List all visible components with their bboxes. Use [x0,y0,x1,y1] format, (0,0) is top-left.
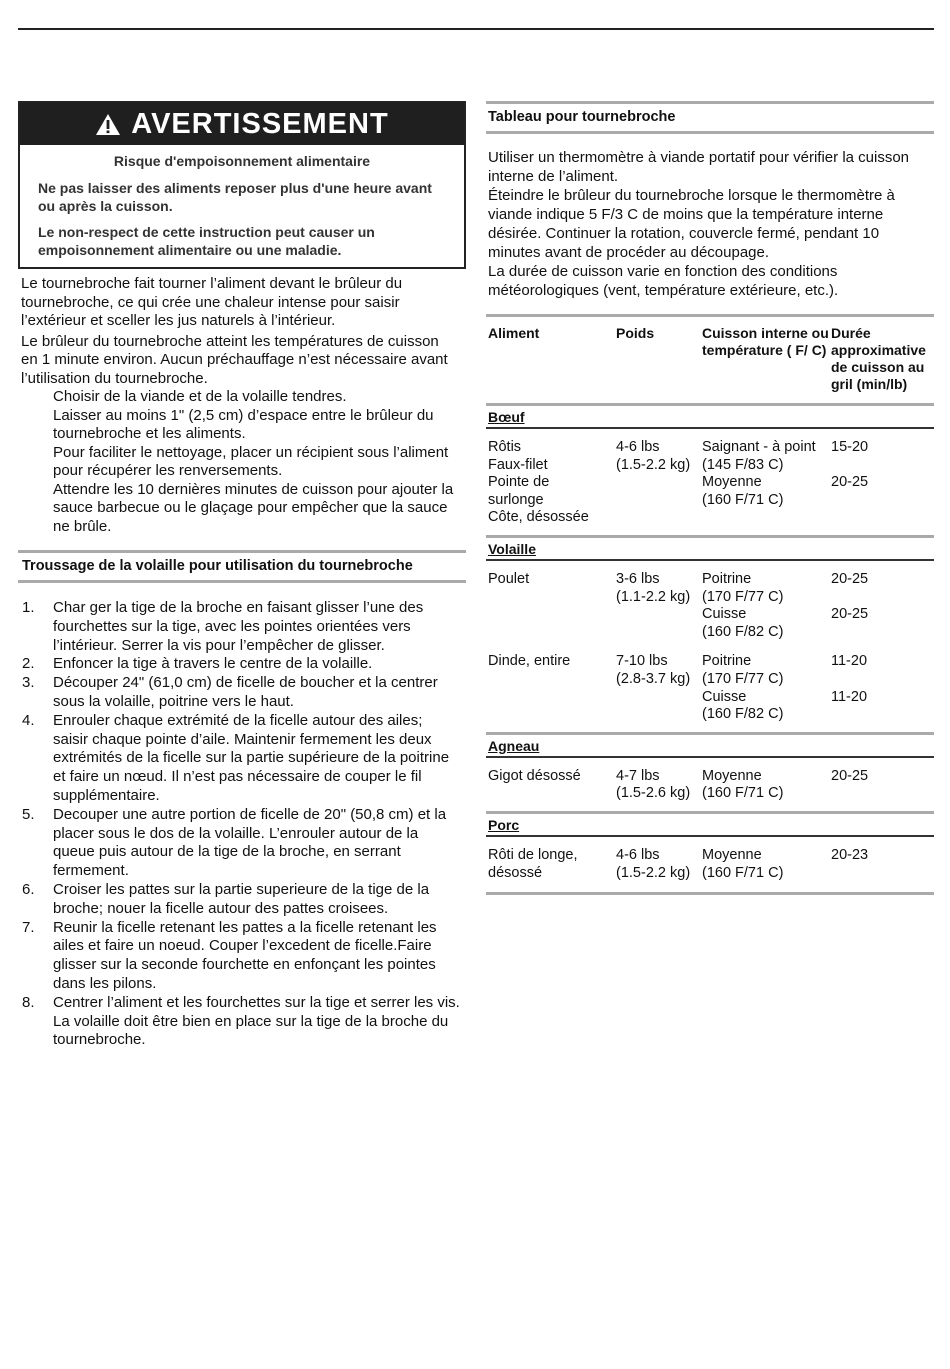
warning-title: AVERTISSEMENT [131,107,389,140]
trussing-heading: Troussage de la volaille pour utilisation du tournebroche [18,550,466,583]
step-text: Découper 24" (61,0 cm) de ficelle de boucher et la centrer sous la volaille, poitrine vers le haut. [53,674,438,710]
category-boeuf: Bœuf [486,403,934,429]
cell-line: (170 F/77 C) [702,670,784,687]
cell-line: (160 F/71 C) [702,864,784,881]
step-text: Croiser les pattes sur la partie superieure de la tige de la broche; nouer la ficelle autour des pattes croisees. [53,880,430,917]
cell-line: Pointe de [488,474,550,491]
right-column [486,101,934,895]
header-aliment: Aliment [488,325,540,341]
cell-aliment [486,653,616,723]
step-item [18,806,460,881]
cell-spacer [831,671,934,689]
cell-line: 20-23 [831,846,869,863]
step-text: Enrouler chaque extrémité de la ficelle autour des ailes; saisir chaque pointe d’aile. Maintenir fermement les deux extrémités de la ficelle sur la partie supérieure de la poitrine et faire un nœud. Il n’est pas nécessaire de couper le fil supplémentaire. [53,711,450,804]
tips-list [18,388,466,536]
cell-cuisson [702,439,831,527]
cell-line: (170 F/77 C) [702,588,784,605]
category-agneau: Agneau [486,732,934,758]
cell-line: Poulet [488,570,530,587]
cell-line: Dinde, entire [488,653,571,670]
cell-duree [831,847,934,882]
step-text: Reunir la ficelle retenant les pattes a la ficelle retenant les ailes et faire un noeud. Couper l’excedent de ficelle.Faire glisser sur la seconde fourchette en enfonçant les pointes dans les pilons. [53,918,437,992]
cell-line: Saignant - à point [702,439,816,455]
warning-triangle-icon [95,113,121,136]
cell-spacer [831,457,934,475]
intro-paragraph-1: Le tournebroche fait tourner l’aliment devant le brûleur du tournebroche, ce qui crée une chaleur intense pour saisir l’extérieur et sceller les jus naturels à l’intérieur. [21,275,403,329]
cell-line: désossé [488,864,543,881]
header-poids: Poids [616,325,655,341]
cell-spacer [831,589,934,607]
cell-line: (160 F/82 C) [702,623,784,640]
top-rule [18,28,934,30]
cell-line: surlonge [488,491,544,508]
cell-line: 4-6 lbs [616,439,660,455]
step-item [18,712,460,806]
step-item [18,994,460,1050]
cell-line: 4-6 lbs [616,846,660,863]
cell-line: Cuisse [702,688,747,705]
cell-line: 20-25 [831,474,869,491]
step-number: 3. [22,674,35,692]
table-intro-2: Éteindre le brûleur du tournebroche lorsque le thermomètre à viande indique 5 F/3 C de moins que la température interne désirée. Continuer la rotation, couvercle fermé, pendant 10 minutes avant de procéder au découpage. [488,187,895,261]
cell-line: Moyenne [702,846,762,863]
table-intro-1: Utiliser un thermomètre à viande portatif pour vérifier la cuisson interne de l’aliment. [488,149,910,185]
table-row-agneau [486,758,934,811]
tip-item: Pour faciliter le nettoyage, placer un récipient sous l’aliment pour récupérer les renversements. [53,443,449,479]
table-header-row [486,317,934,403]
table-row-porc [486,837,934,890]
step-number: 8. [22,993,35,1011]
cell-line: Faux-filet [488,456,548,473]
cell-poids [616,653,702,723]
left-column [18,101,466,1050]
cell-line: (1.1-2.2 kg) [616,588,691,605]
header-cuisson: Cuisson interne ou température ( F/ C) [702,325,829,358]
cell-line: 4-7 lbs [616,767,660,784]
step-text: Enfoncer la tige à travers le centre de la volaille. [53,655,373,673]
cell-line: 15-20 [831,439,869,455]
cell-line: Rôtis [488,439,522,455]
step-item [18,599,460,655]
tip-item: ne brûle. [53,517,112,535]
cell-line: 7-10 lbs [616,653,668,670]
step-number: 6. [22,880,35,898]
cell-line: (1.5-2.2 kg) [616,456,691,473]
cell-line: 11-20 [831,688,868,705]
warning-line-1: Ne pas laisser des aliments reposer plus d'une heure avant ou après la cuisson. [38,180,432,214]
table-section-heading: Tableau pour tournebroche [486,101,934,134]
warning-header [20,103,464,145]
cell-line: Poitrine [702,570,752,587]
category-porc: Porc [486,811,934,837]
cell-line: 20-25 [831,767,869,784]
tip-item: Choisir de la viande et de la volaille tendres. [53,388,347,405]
cell-cuisson [702,768,831,803]
cell-line: Cuisse [702,606,747,623]
step-item [18,919,460,994]
step-number: 7. [22,918,35,936]
table-row-poulet [486,561,934,649]
tip-item: Attendre les 10 dernières minutes de cuisson pour ajouter la sauce barbecue ou le glaçage pour empêcher que la sauce [53,480,454,516]
cell-line: (160 F/71 C) [702,491,784,508]
cell-duree [831,439,934,527]
rotisserie-table [486,314,934,895]
cell-line: (2.8-3.7 kg) [616,670,691,687]
cell-poids [616,571,702,641]
cell-duree [831,653,934,723]
cell-line: 11-20 [831,653,868,670]
step-item [18,881,460,919]
cell-line: Rôti de longe, [488,846,578,863]
cell-poids [616,439,702,527]
cell-line: Moyenne [702,474,762,491]
cell-cuisson [702,571,831,641]
warning-line-2: Le non-respect de cette instruction peut causer un empoisonnement alimentaire ou une maladie. [38,224,375,258]
cell-cuisson [702,653,831,723]
cell-line: (1.5-2.6 kg) [616,785,691,802]
cell-duree [831,768,934,803]
cell-line: (1.5-2.2 kg) [616,864,691,881]
table-intro-3: La durée de cuisson varie en fonction des conditions météorologiques (vent, température extérieure, etc.). [488,263,839,299]
cell-cuisson [702,847,831,882]
tip-item: Laisser au moins 1" (2,5 cm) d’espace entre le brûleur du tournebroche et les aliments. [53,406,434,442]
cell-aliment [486,571,616,641]
trussing-steps [18,599,466,1050]
cell-line: Côte, désossée [488,509,589,526]
cell-line: (145 F/83 C) [702,456,784,473]
cell-line: (160 F/71 C) [702,785,784,802]
header-duree: Durée approximative de cuisson au gril (min/lb) [831,325,926,392]
step-text: Decouper une autre portion de ficelle de 20" (50,8 cm) et la placer sous le dos de la volaille. L’enrouler autour de la queue puis autour de la tige de la broche, en serrant fermement. [53,805,447,880]
cell-line: Poitrine [702,653,752,670]
step-item [18,674,460,712]
step-number: 2. [22,655,35,673]
category-volaille: Volaille [486,535,934,561]
warning-subtitle: Risque d'empoisonnement alimentaire [113,153,371,169]
cell-aliment [486,768,616,803]
cell-poids [616,768,702,803]
cell-line: Gigot désossé [488,767,581,784]
table-end-rule [486,892,934,895]
warning-box [18,101,466,269]
step-text: Centrer l’aliment et les fourchettes sur la tige et serrer les vis. La volaille doit être bien en place sur la tige de la broche du tournebroche. [53,993,460,1049]
cell-line: 20-25 [831,570,869,587]
cell-line: 20-25 [831,606,869,623]
step-item [18,655,460,674]
cell-line: 3-6 lbs [616,570,660,587]
cell-aliment [486,847,616,882]
cell-line: (160 F/82 C) [702,706,784,723]
step-number: 5. [22,805,35,823]
cell-aliment [486,439,616,527]
intro-paragraph-2: Le brûleur du tournebroche atteint les températures de cuisson en 1 minute environ. Aucun préchauffage n’est nécessaire avant l’utilisation du tournebroche. [21,332,448,387]
cell-duree [831,571,934,641]
cell-poids [616,847,702,882]
step-number: 4. [22,711,35,729]
step-number: 1. [22,599,35,616]
step-text: Char ger la tige de la broche en faisant glisser l’une des fourchettes sur la tige, avec les pointes orientées vers l’intérieur. Serrer la vis pour l’empêcher de glisser. [53,599,424,654]
table-row-dinde [486,649,934,731]
cell-line: Moyenne [702,767,762,784]
table-row-boeuf [486,429,934,535]
